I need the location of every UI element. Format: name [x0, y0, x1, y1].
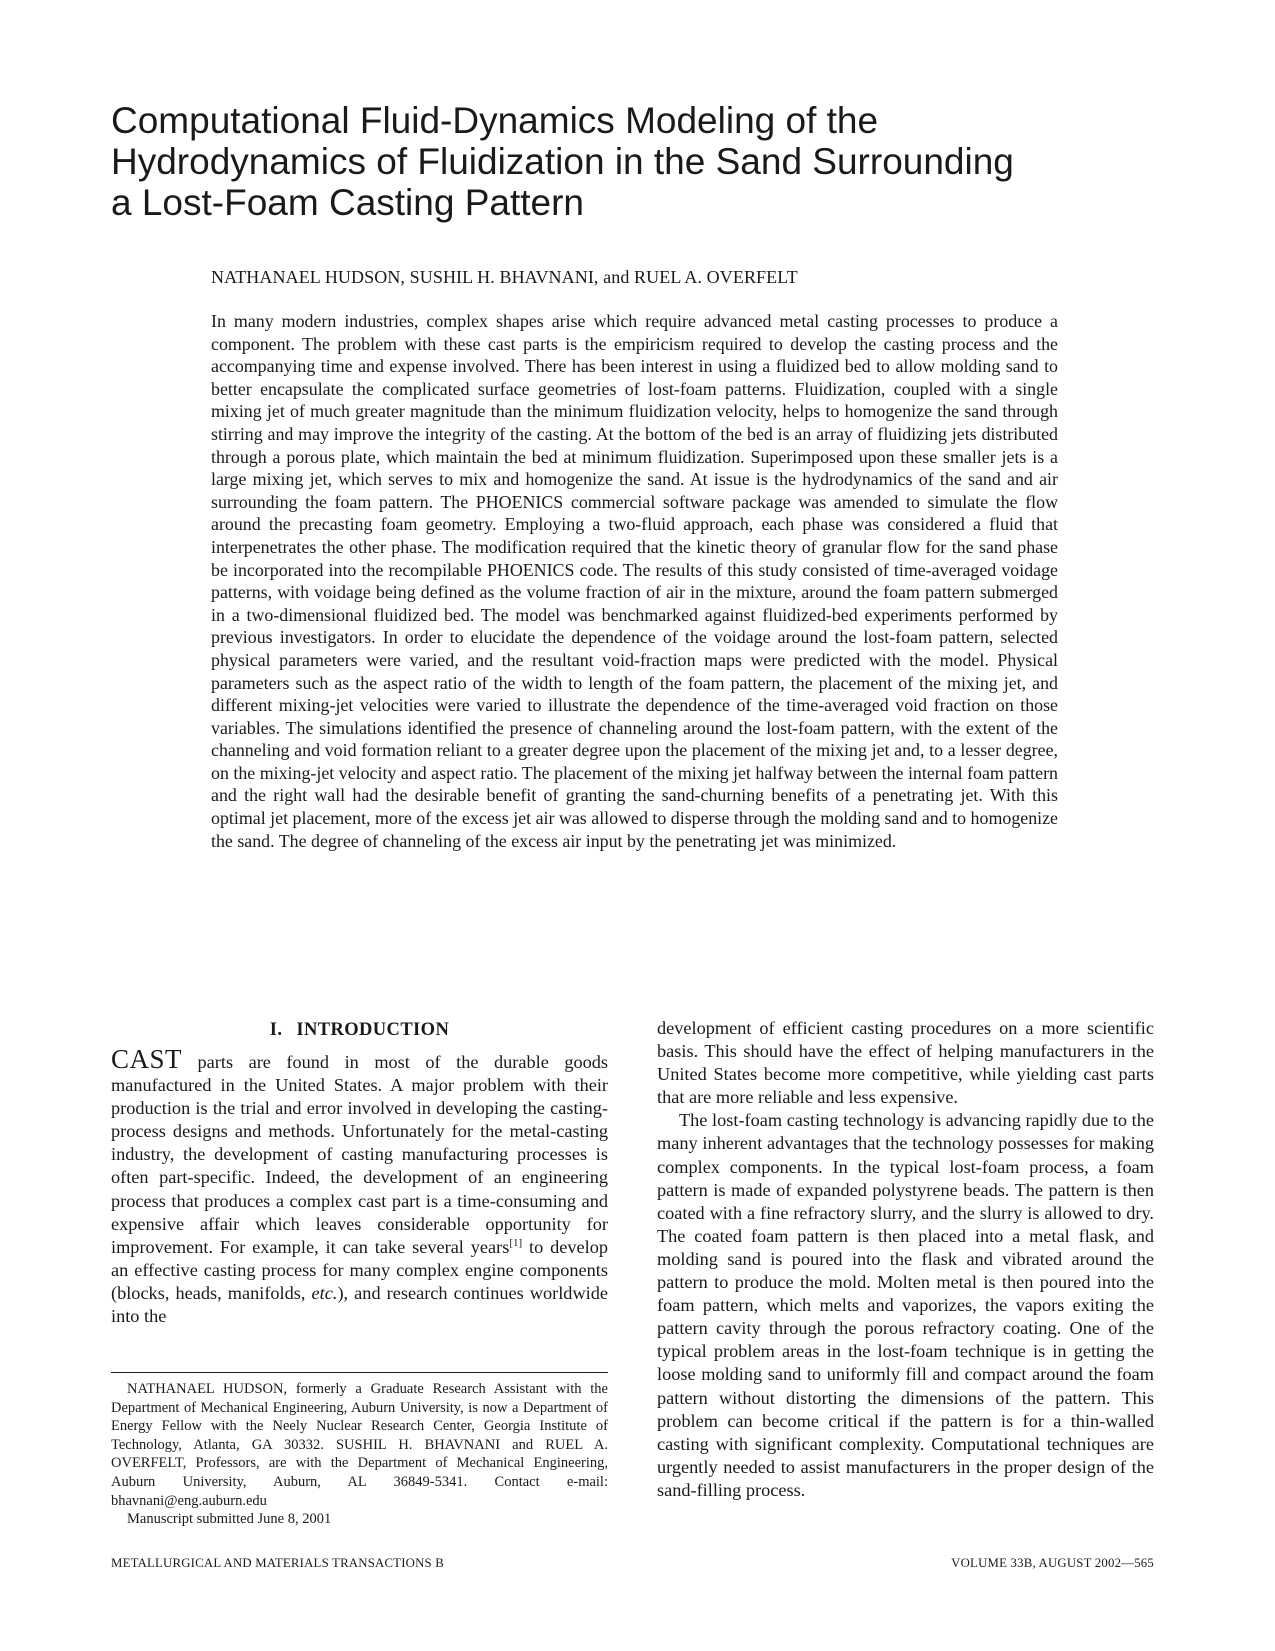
volume-page-number: VOLUME 33B, AUGUST 2002—565: [951, 1556, 1154, 1570]
section-title: INTRODUCTION: [296, 1020, 450, 1040]
right-column: [657, 1017, 1154, 1502]
title-line: a Lost-Foam Casting Pattern: [111, 182, 584, 223]
title-line: Computational Fluid-Dynamics Modeling of the: [111, 100, 879, 141]
journal-name: METALLURGICAL AND MATERIALS TRANSACTIONS B: [111, 1556, 444, 1570]
author-footnote: [111, 1380, 608, 1529]
submission-date: Manuscript submitted June 8, 2001: [127, 1511, 332, 1528]
introduction-paragraph-2: The lost-foam casting technology is advancing rapidly due to the many inherent advantages that the technology possesses for making complex components. In the typical lost-foam process, a foam pattern is made of expanded polystyrene beads. The pattern is then coated with a fine refractory slurry, and the slurry is allowed to dry. The coated foam pattern is then placed into a metal flask, and molding sand is poured into the flask and vibrated around the pattern to produce the mold. Molten metal is then poured into the foam pattern, which melts and vaporizes, the vapors exiting the pattern cavity through the porous refractory coating. One of the typical problem areas in the lost-foam technique is in getting the loose molding sand to uniformly fill and compact around the foam pattern without distorting the dimensions of the pattern. This problem can become critical if the pattern is for a thin-walled casting with significant complexity. Computational techniques are urgently needed to assist manufacturers in the proper design of the sand-filling process.: [657, 1110, 1154, 1500]
paragraph-text: ), and research continues worldwide into the: [111, 1282, 608, 1327]
section-number: I.: [269, 1020, 283, 1040]
drop-cap: CAST: [111, 1044, 183, 1074]
introduction-paragraph-1: [111, 1044, 608, 1328]
citation-reference[interactable]: [1]: [509, 1236, 523, 1249]
affiliation-note: NATHANAEL HUDSON, formerly a Graduate Research Assistant with the Department of Mechanical Engineering, Auburn University, is now a Department of Energy Fellow with the Neely Nuclear Research Center, Georgia Institute of Technology, Atlanta, GA 30332. SUSHIL H. BHAVNANI and RUEL A. OVERFELT, Professors, are with the Department of Mechanical Engineering, Auburn University, Auburn, AL 36849-5341. Contact e-mail: bhavnani@eng.auburn.edu: [111, 1381, 608, 1509]
abstract: In many modern industries, complex shapes arise which require advanced metal casting processes to produce a component. The problem with these cast parts is the empiricism required to develop the casting process and the accompanying time and expense involved. There has been interest in using a fluidized bed to allow molding sand to better encapsulate the complicated surface geometries of lost-foam patterns. Fluidization, coupled with a single mixing jet of much greater magnitude than the minimum fluidization velocity, helps to homogenize the sand through stirring and may improve the integrity of the casting. At the bottom of the bed is an array of fluidizing jets distributed through a porous plate, which maintain the bed at minimum fluidization. Superimposed upon these smaller jets is a large mixing jet, which serves to mix and homogenize the sand. At issue is the hydrodynamics of the sand and air surrounding the foam pattern. The PHOENICS commercial software package was amended to simulate the flow around the precasting foam geometry. Employing a two-fluid approach, each phase was considered a fluid that interpenetrates the other phase. The modification required that the kinetic theory of granular flow for the sand phase be incorporated into the recompilable PHOENICS code. The results of this study consisted of time-averaged voidage patterns, with voidage being defined as the volume fraction of air in the mixture, around the foam pattern submerged in a two-dimensional fluidized bed. The model was benchmarked against fluidized-bed experiments performed by previous investigators. In order to elucidate the dependence of the voidage around the lost-foam pattern, selected physical parameters were varied, and the resultant void-fraction maps were predicted with the model. Physical parameters such as the aspect ratio of the width to length of the foam pattern, the placement of the mixing jet, and different mixing-jet velocities were varied to illustrate the dependence of the time-averaged void fraction on those variables. The simulations identified the presence of channeling around the lost-foam pattern, with the extent of the channeling and void formation reliant to a greater degree upon the placement of the mixing jet and, to a lesser degree, on the mixing-jet velocity and aspect ratio. The placement of the mixing jet halfway between the internal foam pattern and the right wall had the desirable benefit of granting the sand-churning benefits of a penetrating jet. With this optimal jet placement, more of the excess jet air was allowed to disperse through the molding sand and to homogenize the sand. The degree of channeling of the excess air input by the penetrating jet was minimized.: [211, 311, 1058, 851]
introduction-paragraph-continued: development of efficient casting procedures on a more scientific basis. This should have the effect of helping manufacturers in the United States become more competitive, while yielding cast parts that are more reliable and less expensive.: [657, 1018, 1154, 1108]
section-heading-introduction: [111, 1018, 608, 1042]
paragraph-text: to develop an effective casting process for many complex engine components (blocks, heads, manifolds,: [111, 1236, 608, 1303]
paragraph-text: parts are found in most of the durable goods manufactured in the United States. A major problem with their production is the trial and error involved in developing the casting-process designs and methods. Unfortunately for the metal-casting industry, the development of casting manufacturing processes is often part-specific. Indeed, the development of an engineering process that produces a complex cast part is a time-consuming and expensive affair which leaves considerable opportunity for improvement. For example, it can take several years: [111, 1052, 608, 1257]
title-line: Hydrodynamics of Fluidization in the Sand Surrounding: [111, 141, 1014, 182]
paper-title: [111, 100, 1111, 223]
author-list: NATHANAEL HUDSON, SUSHIL H. BHAVNANI, and RUEL A. OVERFELT: [211, 267, 798, 287]
footnote-divider: [111, 1372, 608, 1373]
italic-text: etc.: [311, 1282, 338, 1303]
